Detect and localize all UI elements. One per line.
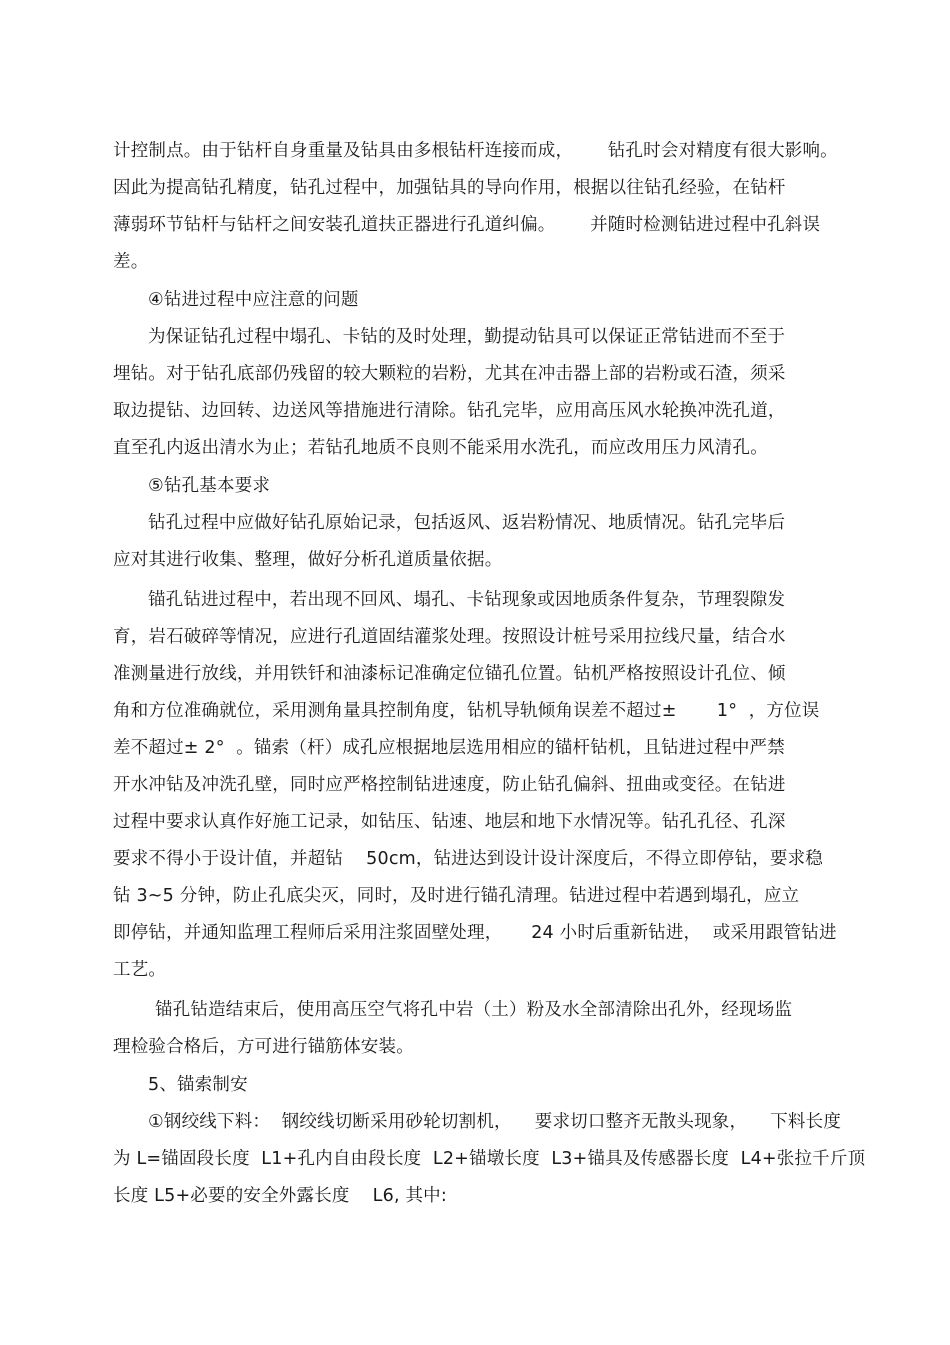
text-line: 长度 L5+必要的安全外露长度 L6, 其中: (113, 1186, 447, 1206)
text-line: 直至孔内返出清水为止；若钻孔地质不良则不能采用水洗孔，而应改用压力风清孔。 (113, 438, 768, 458)
text-line: 为保证钻孔过程中塌孔、卡钻的及时处理，勤提动钻具可以保证正常钻进而不至于 (148, 327, 786, 347)
text-line: 过程中要求认真作好施工记录，如钻压、钻速、地层和地下水情况等。钻孔孔径、孔深 (113, 812, 786, 832)
text-line: 要求不得小于设计值，并超钻 50cm，钻进达到设计设计深度后，不得立即停钻，要求稳 (113, 849, 823, 869)
section-heading: 5、锚索制安 (148, 1075, 248, 1095)
text-line: 薄弱环节钻杆与钻杆之间安装孔道扶正器进行孔道纠偏。 并随时检测钻进过程中孔斜误 (113, 215, 821, 235)
text-line: 应对其进行收集、整理，做好分析孔道质量依据。 (113, 550, 503, 570)
text-line: 理检验合格后，方可进行锚筋体安装。 (113, 1037, 414, 1057)
text-line: 钻孔过程中应做好钻孔原始记录，包括返风、返岩粉情况、地质情况。钻孔完毕后 (148, 513, 786, 533)
text-line: 差不超过± 2° 。锚索（杆）成孔应根据地层选用相应的锚杆钻机，且钻进过程中严禁 (113, 738, 785, 758)
text-line: 为 L=锚固段长度 L1+孔内自由段长度 L2+锚墩长度 L3+锚具及传感器长度 L4+张拉千斤顶 (113, 1149, 866, 1169)
text-line: 计控制点。由于钻杆自身重量及钻具由多根钻杆连接而成， 钻孔时会对精度有很大影响。 (113, 141, 838, 161)
text-line: 差。 (113, 252, 149, 272)
text-line: 埋钻。对于钻孔底部仍残留的较大颗粒的岩粉，尤其在冲击器上部的岩粉或石渣，须采 (113, 364, 786, 384)
text-line: 锚孔钻进过程中，若出现不回风、塌孔、卡钻现象或因地质条件复杂，节理裂隙发 (148, 590, 786, 610)
text-line: 钻 3~5 分钟，防止孔底尖灭，同时，及时进行锚孔清理。钻进过程中若遇到塌孔，应立 (113, 886, 800, 906)
section-heading: ⑤钻孔基本要求 (148, 476, 271, 496)
text-line: ①钢绞线下料： 钢绞线切断采用砂轮切割机， 要求切口整齐无散头现象， 下料长度 (148, 1112, 842, 1132)
text-line: 因此为提高钻孔精度，钻孔过程中，加强钻具的导向作用，根据以往钻孔经验，在钻杆 (113, 178, 786, 198)
section-heading: ④钻进过程中应注意的问题 (148, 290, 359, 310)
text-line: 锚孔钻造结束后，使用高压空气将孔中岩（土）粉及水全部清除出孔外，经现场监 (155, 1000, 793, 1020)
text-line: 工艺。 (113, 960, 167, 980)
text-line: 角和方位准确就位，采用测角量具控制角度，钻机导轨倾角误差不超过± 1° ，方位误 (113, 701, 820, 721)
text-line: 育，岩石破碎等情况，应进行孔道固结灌浆处理。按照设计桩号采用拉线尺量，结合水 (113, 627, 786, 647)
text-line: 取边提钻、边回转、边送风等措施进行清除。钻孔完毕，应用高压风水轮换冲洗孔道， (113, 401, 786, 421)
text-line: 开水冲钻及冲洗孔壁，同时应严格控制钻进速度，防止钻孔偏斜、扭曲或变径。在钻进 (113, 775, 786, 795)
text-line: 准测量进行放线，并用铁钎和油漆标记准确定位锚孔位置。钻机严格按照设计孔位、倾 (113, 664, 786, 684)
text-line: 即停钻，并通知监理工程师后采用注浆固壁处理， 24 小时后重新钻进， 或采用跟管钻进 (113, 923, 837, 943)
